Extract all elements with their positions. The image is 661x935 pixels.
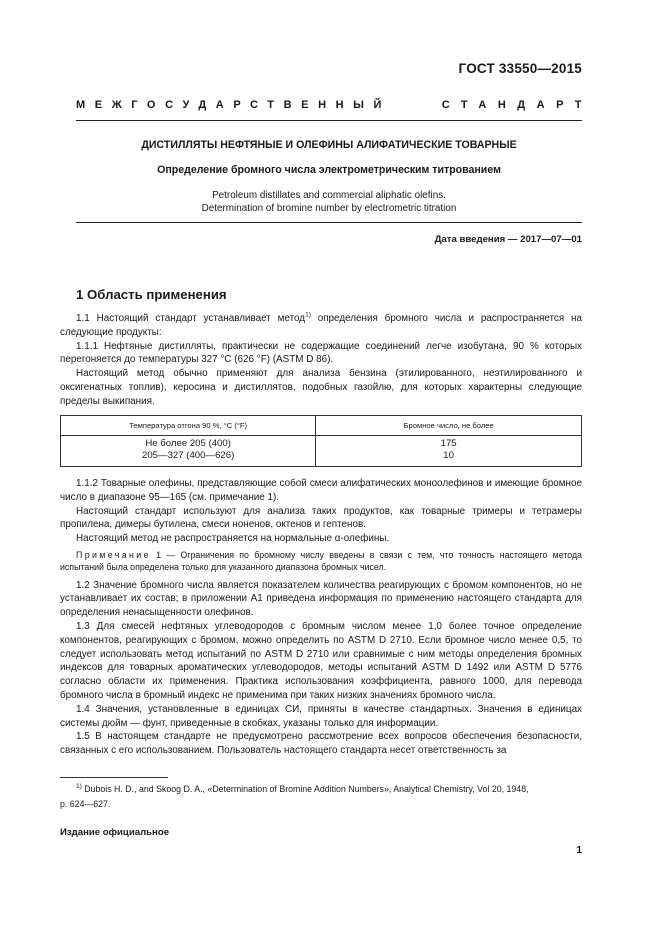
standard-banner bbox=[76, 99, 593, 111]
banner-standard: СТАНДАРТ bbox=[441, 99, 593, 111]
paragraph-1-1-1: 1.1.1 Нефтяные дистилляты, практически не содержащие соединений легче изобутана, 90 % которых перегоняется до температуры 327 °С (626 °F) (ASTM D 86). bbox=[60, 340, 582, 366]
table-value-1: 175 bbox=[440, 438, 457, 449]
paragraph-1-3: 1.3 Для смесей нефтяных углеводородов с бромным числом менее 1,0 более точное определение компонентов, реагирующих с бромом, можно определить по ASTM D 2710. Если бромное число менее 0,5, то следует использовать метод испытаний по ASTM D 2710 или сравнимые с ним методы определения бромных индексов для товарных ароматических углеводородов, методы испытаний ASTM D 1492 или ASTM D 5776 согласно области их применения. Практика использования коэффициента, равного 1000, для перевода бромного числа в бромный индекс не применима при таких низких значениях бромного числа. bbox=[60, 620, 582, 701]
table-range-2: 205—327 (400—626) bbox=[142, 450, 235, 462]
table-value-2: 10 bbox=[443, 450, 454, 462]
footnote-ref: 1) bbox=[305, 311, 311, 319]
edition-label: Издание официальное bbox=[60, 827, 170, 838]
paragraph-1-1 bbox=[60, 312, 582, 340]
english-title bbox=[76, 189, 582, 215]
footnote-text: Dubois H. D., and Skoog D. A., «Determination of Bromine Addition Numbers», Analytical Chemistry, Vol 20, 1948, bbox=[81, 784, 529, 794]
body-block-bottom bbox=[60, 477, 582, 758]
footnote-line2: p. 624—627. bbox=[60, 799, 111, 810]
note-1 bbox=[60, 549, 582, 574]
paragraph-1-1-2: 1.1.2 Товарные олефины, представляющие собой смеси алифатических моноолефинов и имеющие бромное число в диапазоне 95—165 (см. примечание 1). bbox=[60, 478, 582, 503]
page-number: 1 bbox=[576, 845, 582, 856]
paragraph-1-1-end: определения бромного числа и распространяется на следующие продукты: bbox=[60, 313, 582, 338]
footnote-rule bbox=[60, 777, 168, 778]
section-heading: 1 Область применения bbox=[76, 287, 227, 302]
note-label: Примечание bbox=[76, 549, 151, 560]
paragraph-1-1-1-use: Настоящий метод обычно применяют для анализа бензина (этилированного, неэтилированного и оксигенатных топлив), керосина и дистиллятов, подобных газойлю, для которых характерны следующие пределы выкипания. bbox=[60, 368, 582, 407]
introduction-date: Дата введения — 2017—07—01 bbox=[434, 234, 582, 245]
paragraph-1-1-2-use: Настоящий стандарт используют для анализа таких продуктов, как товарные тримеры и тетрамеры пропилена, димеры бутилена, смеси ноненов, октенов и гептенов. bbox=[60, 505, 582, 531]
table-cell-range bbox=[61, 436, 316, 467]
banner-rule bbox=[76, 120, 582, 121]
footnote bbox=[60, 782, 582, 813]
paragraph-1-5: 1.5 В настоящем стандарте не предусмотрено рассмотрение всех вопросов обеспечения безопасности, связанных с его использованием. Пользователь настоящего стандарта несет ответственность за bbox=[60, 731, 582, 757]
table-row bbox=[61, 436, 582, 467]
document-code: ГОСТ 33550—2015 bbox=[458, 61, 582, 76]
paragraph-1-4: 1.4 Значения, установленные в единицах СИ, приняты в качестве стандартных. Значения в единицах системы дюйм — фунт, приведенные в скобках, указаны только для информации. bbox=[60, 703, 582, 729]
paragraph-1-1-start: 1.1 Настоящий стандарт устанавливает метод bbox=[76, 313, 306, 324]
table-header-bromine: Бромное число, не более bbox=[316, 416, 582, 436]
footnote-marker: 1) bbox=[76, 783, 82, 791]
title-rule bbox=[76, 222, 582, 223]
paragraph-1-2: 1.2 Значение бромного числа является показателем количества реагирующих с бромом компонентов, но не устанавливает их состав; в приложении А1 приведена информация по применению настоящего стандарта для определения ненасыщенности олефинов. bbox=[60, 579, 582, 619]
distillation-table bbox=[60, 415, 582, 467]
banner-interstate: МЕЖГОСУДАРСТВЕННЫЙ bbox=[76, 99, 392, 111]
table-header-row bbox=[61, 416, 582, 436]
paragraph-1-1-2-not: Настоящий метод не распространяется на нормальные α-олефины. bbox=[76, 533, 390, 545]
footnote-line1 bbox=[60, 782, 582, 797]
document-subtitle: Определение бромного числа электрометрическим титрованием bbox=[157, 164, 501, 176]
note-text: 1 — Ограничения по бромному числу введены в связи с тем, что точность настоящего метода испытаний была определена только для указанного диапазона бромных чисел. bbox=[60, 549, 582, 573]
table-range-1: Не более 205 (400) bbox=[145, 438, 231, 449]
table-header-temperature: Температура отгона 90 %, °С (°F) bbox=[61, 416, 316, 436]
english-title-line2: Determination of bromine number by electrometric titration bbox=[201, 203, 457, 214]
document-title: ДИСТИЛЛЯТЫ НЕФТЯНЫЕ И ОЛЕФИНЫ АЛИФАТИЧЕСКИЕ ТОВАРНЫЕ bbox=[141, 139, 517, 151]
body-block-top bbox=[60, 312, 582, 409]
english-title-line1: Petroleum distillates and commercial aliphatic olefins. bbox=[212, 190, 446, 201]
table-cell-value bbox=[316, 436, 582, 467]
